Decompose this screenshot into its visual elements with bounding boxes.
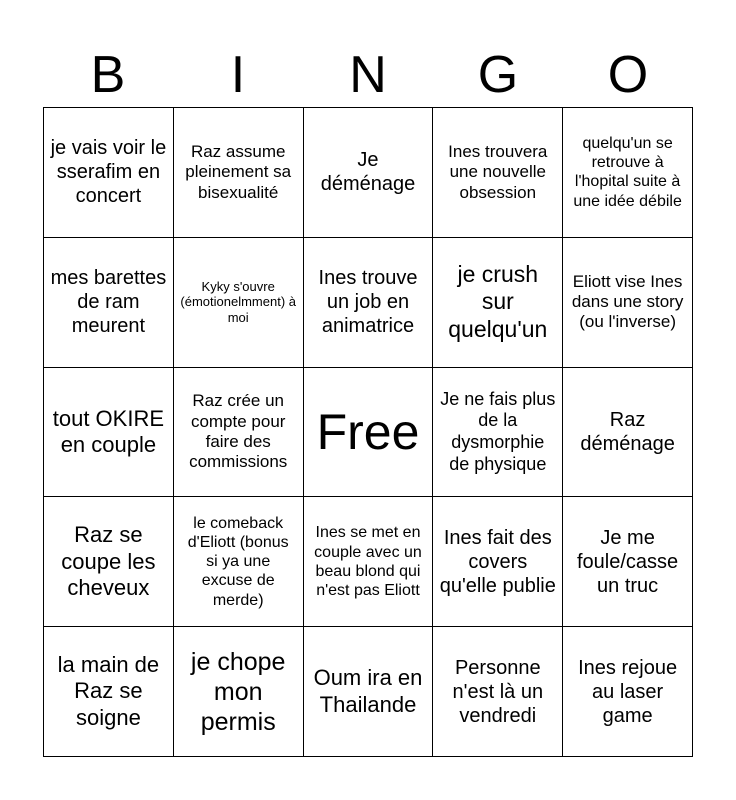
cell-text: je chope mon permis — [190, 647, 286, 736]
cell-text: la main de Raz se soigne — [57, 652, 160, 730]
bingo-cell[interactable] — [433, 238, 563, 368]
header-letter-b: B — [90, 46, 126, 104]
bingo-header — [43, 44, 693, 106]
cell-text: je crush sur quelqu'un — [448, 260, 548, 342]
bingo-cell[interactable] — [44, 368, 174, 498]
bingo-cell[interactable] — [433, 108, 563, 238]
bingo-cell[interactable] — [44, 238, 174, 368]
cell-text: je vais voir le sserafim en concert — [50, 137, 167, 208]
cell-text: Ines fait des covers qu'elle publie — [439, 526, 556, 597]
header-letter-i: I — [230, 46, 246, 104]
bingo-cell[interactable] — [563, 108, 693, 238]
header-letter-o: O — [607, 46, 649, 104]
bingo-cell[interactable] — [304, 108, 434, 238]
bingo-cell[interactable] — [304, 497, 434, 627]
cell-text: Free — [316, 403, 420, 460]
header-letter-g: G — [477, 46, 519, 104]
cell-text: Je déménage — [320, 149, 416, 196]
cell-text: Je me foule/casse un truc — [577, 526, 679, 597]
bingo-card — [43, 107, 693, 757]
bingo-cell[interactable] — [563, 368, 693, 498]
bingo-cell[interactable] — [44, 497, 174, 627]
header-letter-n: N — [349, 46, 387, 104]
bingo-cell[interactable] — [174, 108, 304, 238]
bingo-cell[interactable] — [304, 238, 434, 368]
cell-text: Raz assume pleinement sa bisexualité — [185, 141, 292, 202]
cell-text: Raz crée un compte pour faire des commissions — [189, 391, 288, 472]
bingo-cell[interactable] — [174, 497, 304, 627]
bingo-cell[interactable] — [174, 238, 304, 368]
bingo-cell[interactable] — [433, 497, 563, 627]
bingo-cell[interactable] — [174, 368, 304, 498]
bingo-cell[interactable] — [44, 108, 174, 238]
cell-text: le comeback d'Eliott (bonus si ya une excuse de merde) — [187, 514, 289, 609]
cell-text: Je ne fais plus de la dysmorphie de physique — [440, 388, 556, 474]
cell-text: Oum ira en Thailande — [313, 665, 423, 717]
bingo-cell[interactable] — [304, 627, 434, 757]
cell-text: Raz déménage — [580, 408, 675, 455]
cell-text: Kyky s'ouvre (émotionelmment) à moi — [180, 278, 296, 325]
bingo-cell[interactable] — [433, 368, 563, 498]
cell-text: Personne n'est là un vendredi — [452, 656, 544, 727]
cell-text: Ines rejoue au laser game — [578, 656, 678, 727]
bingo-cell[interactable] — [563, 238, 693, 368]
cell-text: Ines trouvera une nouvelle obsession — [448, 141, 548, 202]
cell-text: tout OKIRE en couple — [52, 405, 165, 457]
cell-text: Ines se met en couple avec un beau blond qui n'est pas Eliott — [314, 524, 422, 599]
cell-text: mes barettes de ram meurent — [50, 267, 167, 338]
bingo-cell[interactable] — [433, 627, 563, 757]
cell-text: Ines trouve un job en animatrice — [318, 267, 418, 338]
cell-text: Raz se coupe les cheveux — [61, 522, 156, 600]
bingo-cell[interactable] — [563, 497, 693, 627]
bingo-cell[interactable] — [174, 627, 304, 757]
cell-text: Eliott vise Ines dans une story (ou l'inverse) — [571, 271, 684, 332]
bingo-cell[interactable] — [44, 627, 174, 757]
cell-text: quelqu'un se retrouve à l'hopital suite à une idée débile — [573, 135, 682, 210]
bingo-cell[interactable] — [563, 627, 693, 757]
free-space[interactable] — [304, 368, 434, 498]
